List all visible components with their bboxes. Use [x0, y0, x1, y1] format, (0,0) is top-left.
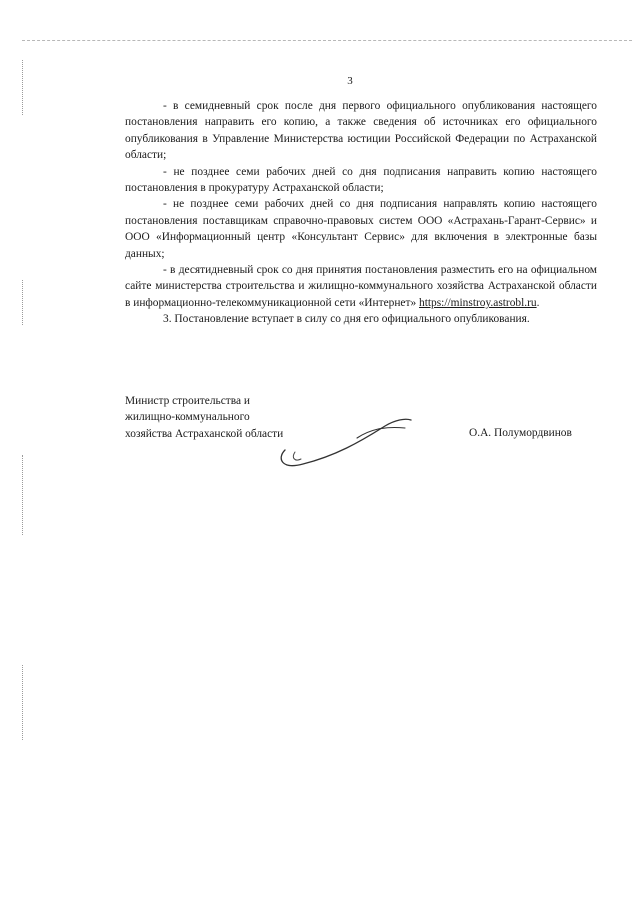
document-body	[125, 98, 597, 328]
scan-margin-mark	[22, 60, 23, 115]
ministry-website-link[interactable]: https://minstroy.astrobl.ru	[419, 296, 537, 309]
scan-margin-mark	[22, 665, 23, 740]
scan-edge-line	[22, 40, 632, 41]
signatory-title-line: хозяйства Астраханской области	[125, 427, 284, 440]
paragraph-effective-date: 3. Постановление вступает в силу со дня его официального опубликования.	[163, 313, 530, 326]
paragraph-website	[125, 262, 597, 311]
website-paragraph-end: .	[536, 296, 540, 309]
website-paragraph-text: - в десятидневный срок со дня принятия постановления разместить его на официальном сайте министерства строительства и жилищно-коммунального хозяйства Астраханской области в информационно-телекоммуникационной сети «Интернет»	[125, 264, 597, 309]
scan-margin-mark	[22, 455, 23, 535]
handwritten-signature	[265, 412, 415, 472]
signatory-title-line: Министр строительства и	[125, 395, 250, 407]
signatory-name: О.А. Полумордвинов	[469, 427, 572, 439]
scan-margin-mark	[22, 280, 23, 325]
page-number: 3	[347, 75, 353, 87]
signatory-title-line: жилищно-коммунального	[125, 411, 250, 424]
paragraph-legal-systems: - не позднее семи рабочих дней со дня подписания направлять копию настоящего постановления поставщикам справочно-правовых систем ООО «Астрахань-Гарант-Сервис» и ООО «Информационный центр «Консультант Сервис» для включения в электронные базы данных;	[125, 198, 597, 260]
paragraph-prosecutor: - не позднее семи рабочих дней со дня подписания направить копию настоящего постановления в прокуратуру Астраханской области;	[125, 165, 597, 195]
paragraph-justice-ministry: - в семидневный срок после дня первого официального опубликования настоящего постановления направить его копию, а также сведения об источниках его официального опубликования в Управление Министерства юстиции Российской Федерации по Астраханской области;	[125, 100, 597, 162]
